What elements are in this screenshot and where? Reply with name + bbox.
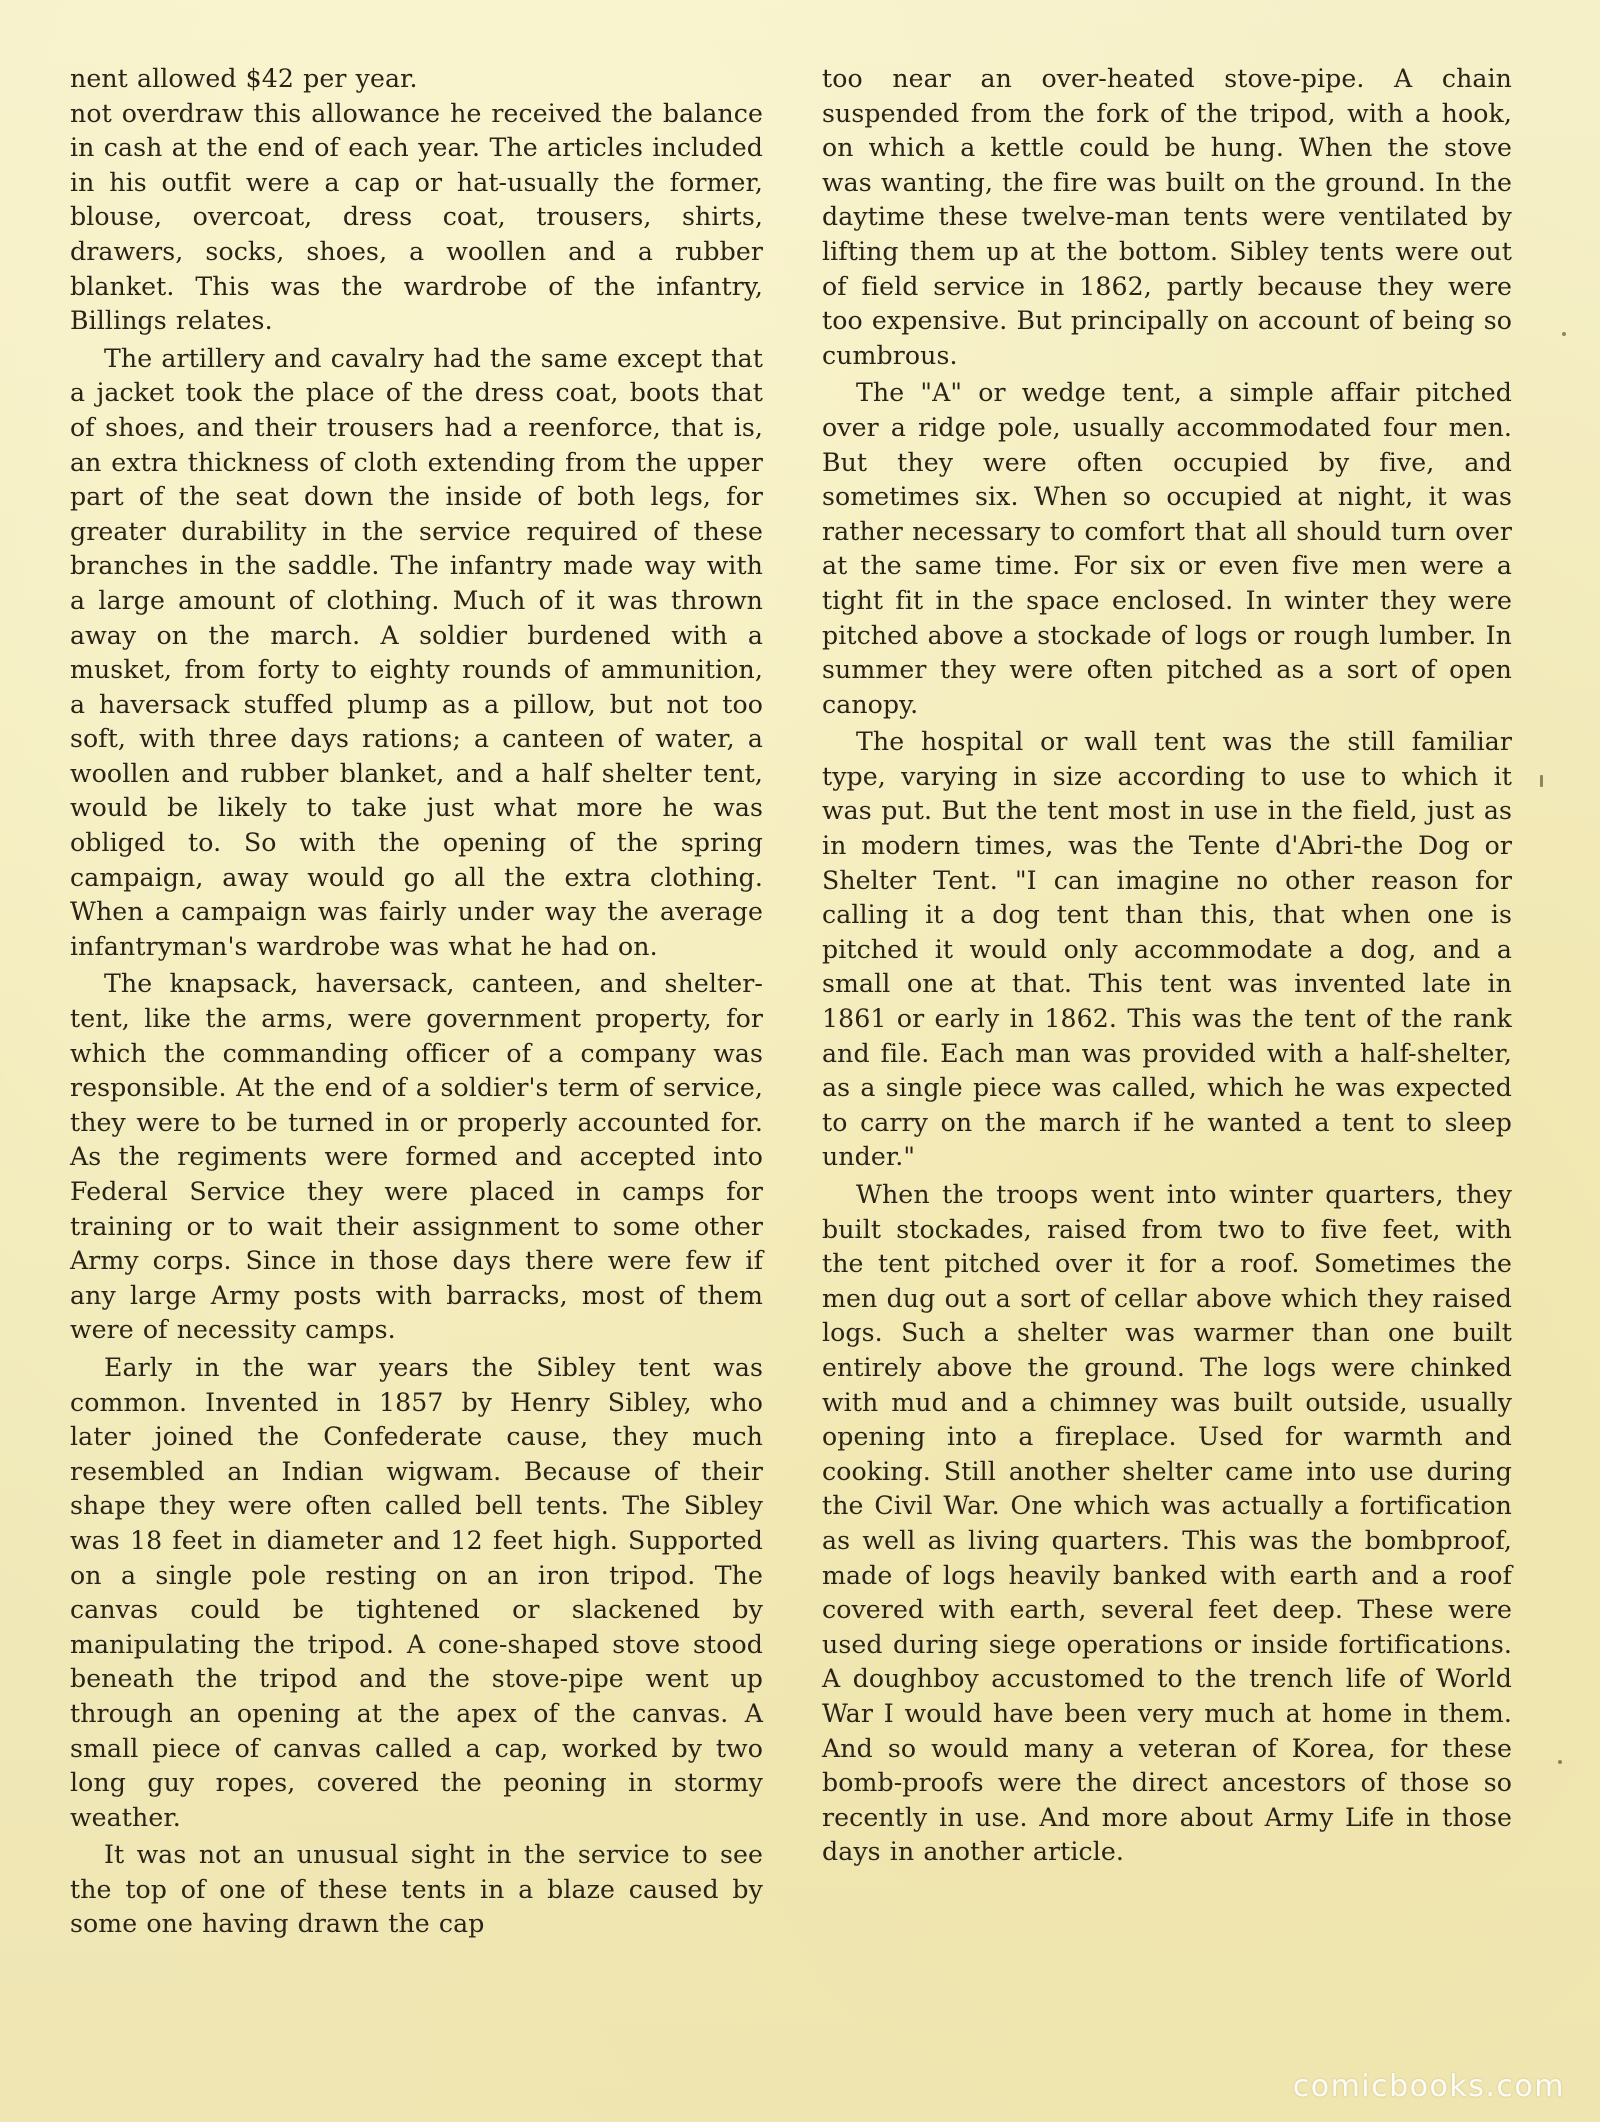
paragraph: Early in the war years the Sibley tent was common. Invented in 1857 by Henry Sibley, who later joined the Confederate cause, they much resembled an Indian wigwam. Because of their shape they were often called bell tents. The Sibley was 18 feet in diameter and 12 feet high. Supported on a single pole resting on an iron tripod. The canvas could be tightened or slackened by manipulating the tripod. A cone-shaped stove stood beneath the tripod and the stove-pipe went up through an opening at the apex of the canvas. A small piece of canvas called a cap, worked by two long guy ropes, covered the peoning in stormy weather. bbox=[70, 1352, 763, 1832]
paragraph: The "A" or wedge tent, a simple affair pitched over a ridge pole, usually accommodated four men. But they were often occupied by five, and sometimes six. When so occupied at night, it was rather necessary to comfort that all should turn over at the same time. For six or even five men were a tight fit in the space enclosed. In winter they were pitched above a stockade of logs or rough lumber. In summer they were often pitched as a sort of open canopy. bbox=[822, 378, 1512, 719]
print-speck bbox=[1558, 1760, 1562, 1764]
right-column bbox=[822, 62, 1512, 1870]
print-speck bbox=[1540, 775, 1543, 787]
watermark: comicbooks.com bbox=[1292, 2069, 1565, 2104]
paragraph: The knapsack, haversack, canteen, and shelter-tent, like the arms, were government property, for which the commanding officer of a company was responsible. At the end of a soldier's term of service, they were to be turned in or properly accounted for. As the regiments were formed and accepted into Federal Service they were placed in camps for training or to wait their assignment to some other Army corps. Since in those days there were few if any large Army posts with barracks, most of them were of necessity camps. bbox=[70, 969, 763, 1345]
paragraph-fragment: nent allowed $42 per year. bbox=[70, 64, 418, 93]
paragraph: It was not an unusual sight in the service to see the top of one of these tents in a blaze caused by some one having drawn the cap bbox=[70, 1840, 763, 1939]
left-column bbox=[70, 62, 763, 1942]
paragraph: not overdraw this allowance he received the balance in cash at the end of each year. The articles included in his outfit were a cap or hat-usually the former, blouse, overcoat, dress coat, trousers, shirts, drawers, socks, shoes, a woollen and a rubber blanket. This was the wardrobe of the infantry, Billings relates. bbox=[70, 98, 763, 336]
paragraph: The hospital or wall tent was the still familiar type, varying in size according to use to which it was put. But the tent most in use in the field, just as in modern times, was the Tente d'Abri-the Dog or Shelter Tent. "I can imagine no other reason for calling it a dog tent than this, that when one is pitched it would only accommodate a dog, and a small one at that. This tent was invented late in 1861 or early in 1862. This was the tent of the rank and file. Each man was provided with a half-shelter, as a single piece was called, which he was expected to carry on the march if he wanted a tent to sleep under." bbox=[822, 727, 1512, 1172]
paragraph: The artillery and cavalry had the same except that a jacket took the place of the dress coat, boots that of shoes, and their trousers had a reenforce, that is, an extra thickness of cloth extending from the upper part of the seat down the inside of both legs, for greater durability in the service required of these branches in the saddle. The infantry made way with a large amount of clothing. Much of it was thrown away on the march. A soldier burdened with a musket, from forty to eighty rounds of ammunition, a haversack stuffed plump as a pillow, but not too soft, with three days rations; a canteen of water, a woollen and rubber blanket, and a half shelter tent, would be likely to take just what more he was obliged to. So with the opening of the spring campaign, away would go all the extra clothing. When a campaign was fairly under way the average infantryman's wardrobe was what he had on. bbox=[70, 343, 763, 961]
paragraph: When the troops went into winter quarters, they built stockades, raised from two to five feet, with the tent pitched over it for a roof. Sometimes the men dug out a sort of cellar above which they raised logs. Such a shelter was warmer than one built entirely above the ground. The logs were chinked with mud and a chimney was built outside, usually opening into a fireplace. Used for warmth and cooking. Still another shelter came into use during the Civil War. One which was actually a fortification as well as living quarters. This was the bombproof, made of logs heavily banked with earth and a roof covered with earth, several feet deep. These were used during siege operations or inside fortifications. A doughboy accustomed to the trench life of World War I would have been very much at home in them. And so would many a veteran of Korea, for these bomb-proofs were the direct ancestors of those so recently in use. And more about Army Life in those days in another article. bbox=[822, 1180, 1512, 1867]
print-speck bbox=[1562, 332, 1566, 336]
paragraph: too near an over-heated stove-pipe. A chain suspended from the fork of the tripod, with a hook, on which a kettle could be hung. When the stove was wanting, the fire was built on the ground. In the daytime these twelve-man tents were ventilated by lifting them up at the bottom. Sibley tents were out of field service in 1862, partly because they were too expensive. But principally on account of being so cumbrous. bbox=[822, 64, 1512, 370]
